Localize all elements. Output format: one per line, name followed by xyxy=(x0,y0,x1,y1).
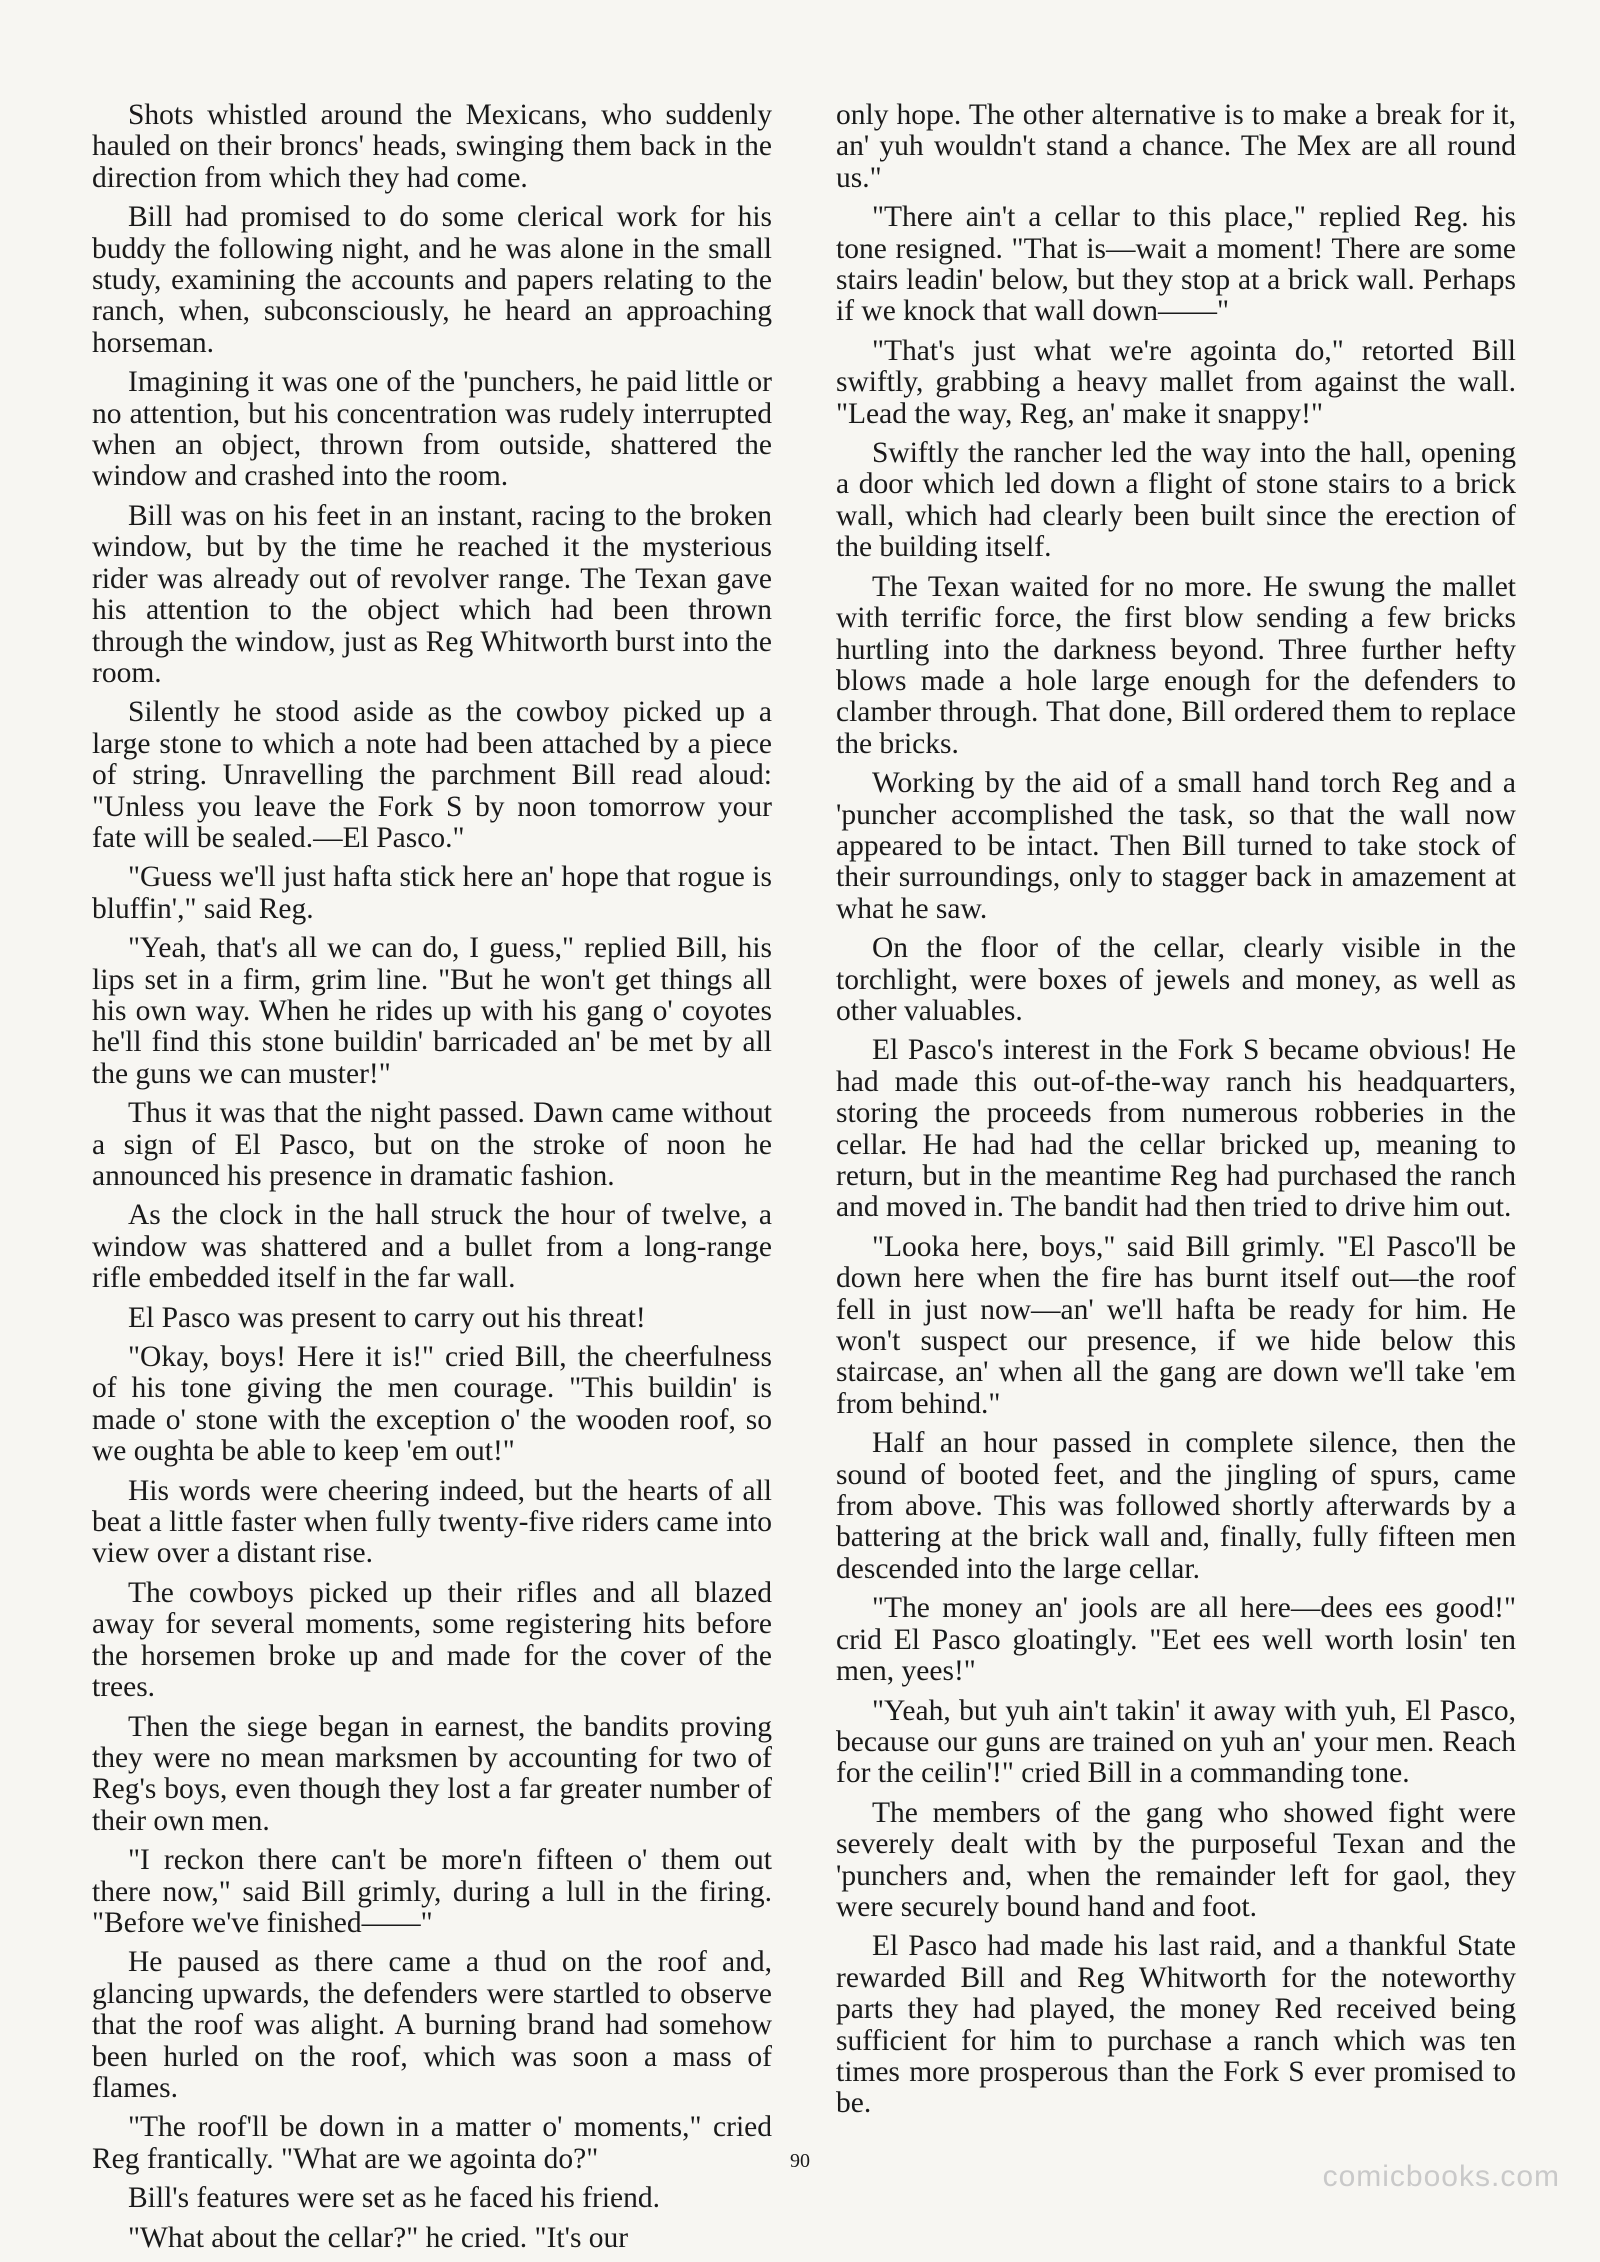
paragraph: Swiftly the rancher led the way into the hall, opening a door which led down a flight of stone stairs to a brick wall, which had clearly been built since the erection of the building itself. xyxy=(836,437,1516,564)
paragraph: "Yeah, that's all we can do, I guess," replied Bill, his lips set in a firm, grim line. "But he won't get things all his own way. When he rides up with his gang o' coyotes he'll find this stone buildin' barricaded an' be met by all the guns we can muster!" xyxy=(92,932,772,1090)
paragraph: Shots whistled around the Mexicans, who suddenly hauled on their broncs' heads, swinging them back in the direction from which they had come. xyxy=(92,99,772,194)
paragraph: Bill's features were set as he faced his friend. xyxy=(128,2182,661,2215)
watermark: comicbooks.com xyxy=(1322,2160,1560,2193)
paragraph: "What about the cellar?" he cried. "It's our xyxy=(128,2221,629,2254)
paragraph: As the clock in the hall struck the hour of twelve, a window was shattered and a bullet from a long-range rifle embedded itself in the far wall. xyxy=(92,1199,772,1295)
paragraph: The Texan waited for no more. He swung the mallet with terrific force, the first blow sending a few bricks hurtling into the darkness beyond. Three further hefty blows made a hole large enough for the defenders to clamber through. That done, Bill ordered them to replace the bricks. xyxy=(836,570,1516,760)
paragraph: "That's just what we're agointa do," retorted Bill swiftly, grabbing a heavy mallet from against the wall. "Lead the way, Reg, an' make it snappy!" xyxy=(836,334,1516,430)
paragraph: El Pasco was present to carry out his threat! xyxy=(128,1301,646,1334)
paragraph: "The roof'll be down in a matter o' moments," cried Reg frantically. "What are we agointa do?" xyxy=(92,2111,772,2175)
paragraph: "Yeah, but yuh ain't takin' it away with yuh, El Pasco, because our guns are trained on yuh an' your men. Reach for the ceilin'!" cried Bill in a commanding tone. xyxy=(836,1694,1516,1790)
paragraph: El Pasco had made his last raid, and a thankful State rewarded Bill and Reg Whitworth for the noteworthy parts they had played, the money Red received being sufficient for him to purchase a ranch which was ten times more prosperous than the Fork S ever promised to be. xyxy=(836,1930,1516,2120)
right-text-column xyxy=(836,100,1516,2128)
paragraph: "The money an' jools are all here—dees ees good!" crid El Pasco gloatingly. "Eet ees well worth losin' ten men, yees!" xyxy=(836,1592,1516,1688)
paragraph: "Looka here, boys," said Bill grimly. "El Pasco'll be down here when the fire has burnt itself out—the roof fell in just now—an' we'll hafta be ready for him. He won't suspect our presence, if we hide below this staircase, an' when all the gang are down we'll take 'em from behind." xyxy=(836,1230,1516,1420)
paragraph: Thus it was that the night passed. Dawn came without a sign of El Pasco, but on the stroke of noon he announced his presence in dramatic fashion. xyxy=(92,1097,772,1192)
paragraph: El Pasco's interest in the Fork S became obvious! He had made this out-of-the-way ranch his headquarters, storing the proceeds from numerous robberies in the cellar. He had had the cellar bricked up, meaning to return, but in the meantime Reg had purchased the ranch and moved in. The bandit had then tried to drive him out. xyxy=(836,1034,1516,1224)
paragraph: "Okay, boys! Here it is!" cried Bill, the cheerfulness of his tone giving the men courage. "This buildin' is made o' stone with the exception o' the wooden roof, so we oughta be able to keep 'em out!" xyxy=(92,1341,772,1468)
paragraph: "There ain't a cellar to this place," replied Reg. his tone resigned. "That is—wait a moment! There are some stairs leadin' below, but they stop at a brick wall. Perhaps if we knock that wall down——" xyxy=(836,201,1516,328)
paragraph: "Guess we'll just hafta stick here an' hope that rogue is bluffin'," said Reg. xyxy=(92,861,772,925)
paragraph: The members of the gang who showed fight were severely dealt with by the purposeful Texan and the 'punchers and, when the remainder left for gaol, they were securely bound hand and foot. xyxy=(836,1796,1516,1923)
paragraph: Then the siege began in earnest, the bandits proving they were no mean marksmen by accounting for two of Reg's boys, even though they lost a far greater number of their own men. xyxy=(92,1710,772,1837)
paragraph: Working by the aid of a small hand torch Reg and a 'puncher accomplished the task, so that the wall now appeared to be intact. Then Bill turned to take stock of their surroundings, only to stagger back in amazement at what he saw. xyxy=(836,767,1516,925)
paragraph: Half an hour passed in complete silence, then the sound of booted feet, and the jingling of spurs, came from above. This was followed shortly afterwards by a battering at the brick wall and, finally, fully fifteen men descended into the large cellar. xyxy=(836,1427,1516,1585)
paragraph: Bill had promised to do some clerical work for his buddy the following night, and he was alone in the small study, examining the accounts and papers relating to the ranch, when, subconsciously, he heard an approaching horseman. xyxy=(92,201,772,359)
paragraph: On the floor of the cellar, clearly visible in the torchlight, were boxes of jewels and money, as well as other valuables. xyxy=(836,932,1516,1027)
left-text-column xyxy=(92,100,772,2262)
paragraph: He paused as there came a thud on the roof and, glancing upwards, the defenders were startled to observe that the roof was alight. A burning brand had somehow been hurled on the roof, which was soon a mass of flames. xyxy=(92,1946,772,2104)
paragraph: His words were cheering indeed, but the hearts of all beat a little faster when fully twenty-five riders came into view over a distant rise. xyxy=(92,1474,772,1570)
paragraph: Imagining it was one of the 'punchers, he paid little or no attention, but his concentration was rudely interrupted when an object, thrown from outside, shattered the window and crashed into the room. xyxy=(92,366,772,493)
page-number: 90 xyxy=(790,2150,810,2172)
paragraph: "I reckon there can't be more'n fifteen o' them out there now," said Bill grimly, during a lull in the firing. "Before we've finished——" xyxy=(92,1844,772,1939)
paragraph: Bill was on his feet in an instant, racing to the broken window, but by the time he reached it the mysterious rider was already out of revolver range. The Texan gave his attention to the object which had been thrown through the window, just as Reg Whitworth burst into the room. xyxy=(92,499,772,689)
paragraph: Silently he stood aside as the cowboy picked up a large stone to which a note had been attached by a piece of string. Unravelling the parchment Bill read aloud: "Unless you leave the Fork S by noon tomorrow your fate will be sealed.—El Pasco." xyxy=(92,696,772,854)
paragraph: The cowboys picked up their rifles and all blazed away for several moments, some registering hits before the horsemen broke up and made for the cover of the trees. xyxy=(92,1576,772,1704)
paragraph: only hope. The other alternative is to make a break for it, an' yuh wouldn't stand a chance. The Mex are all round us." xyxy=(836,99,1516,194)
